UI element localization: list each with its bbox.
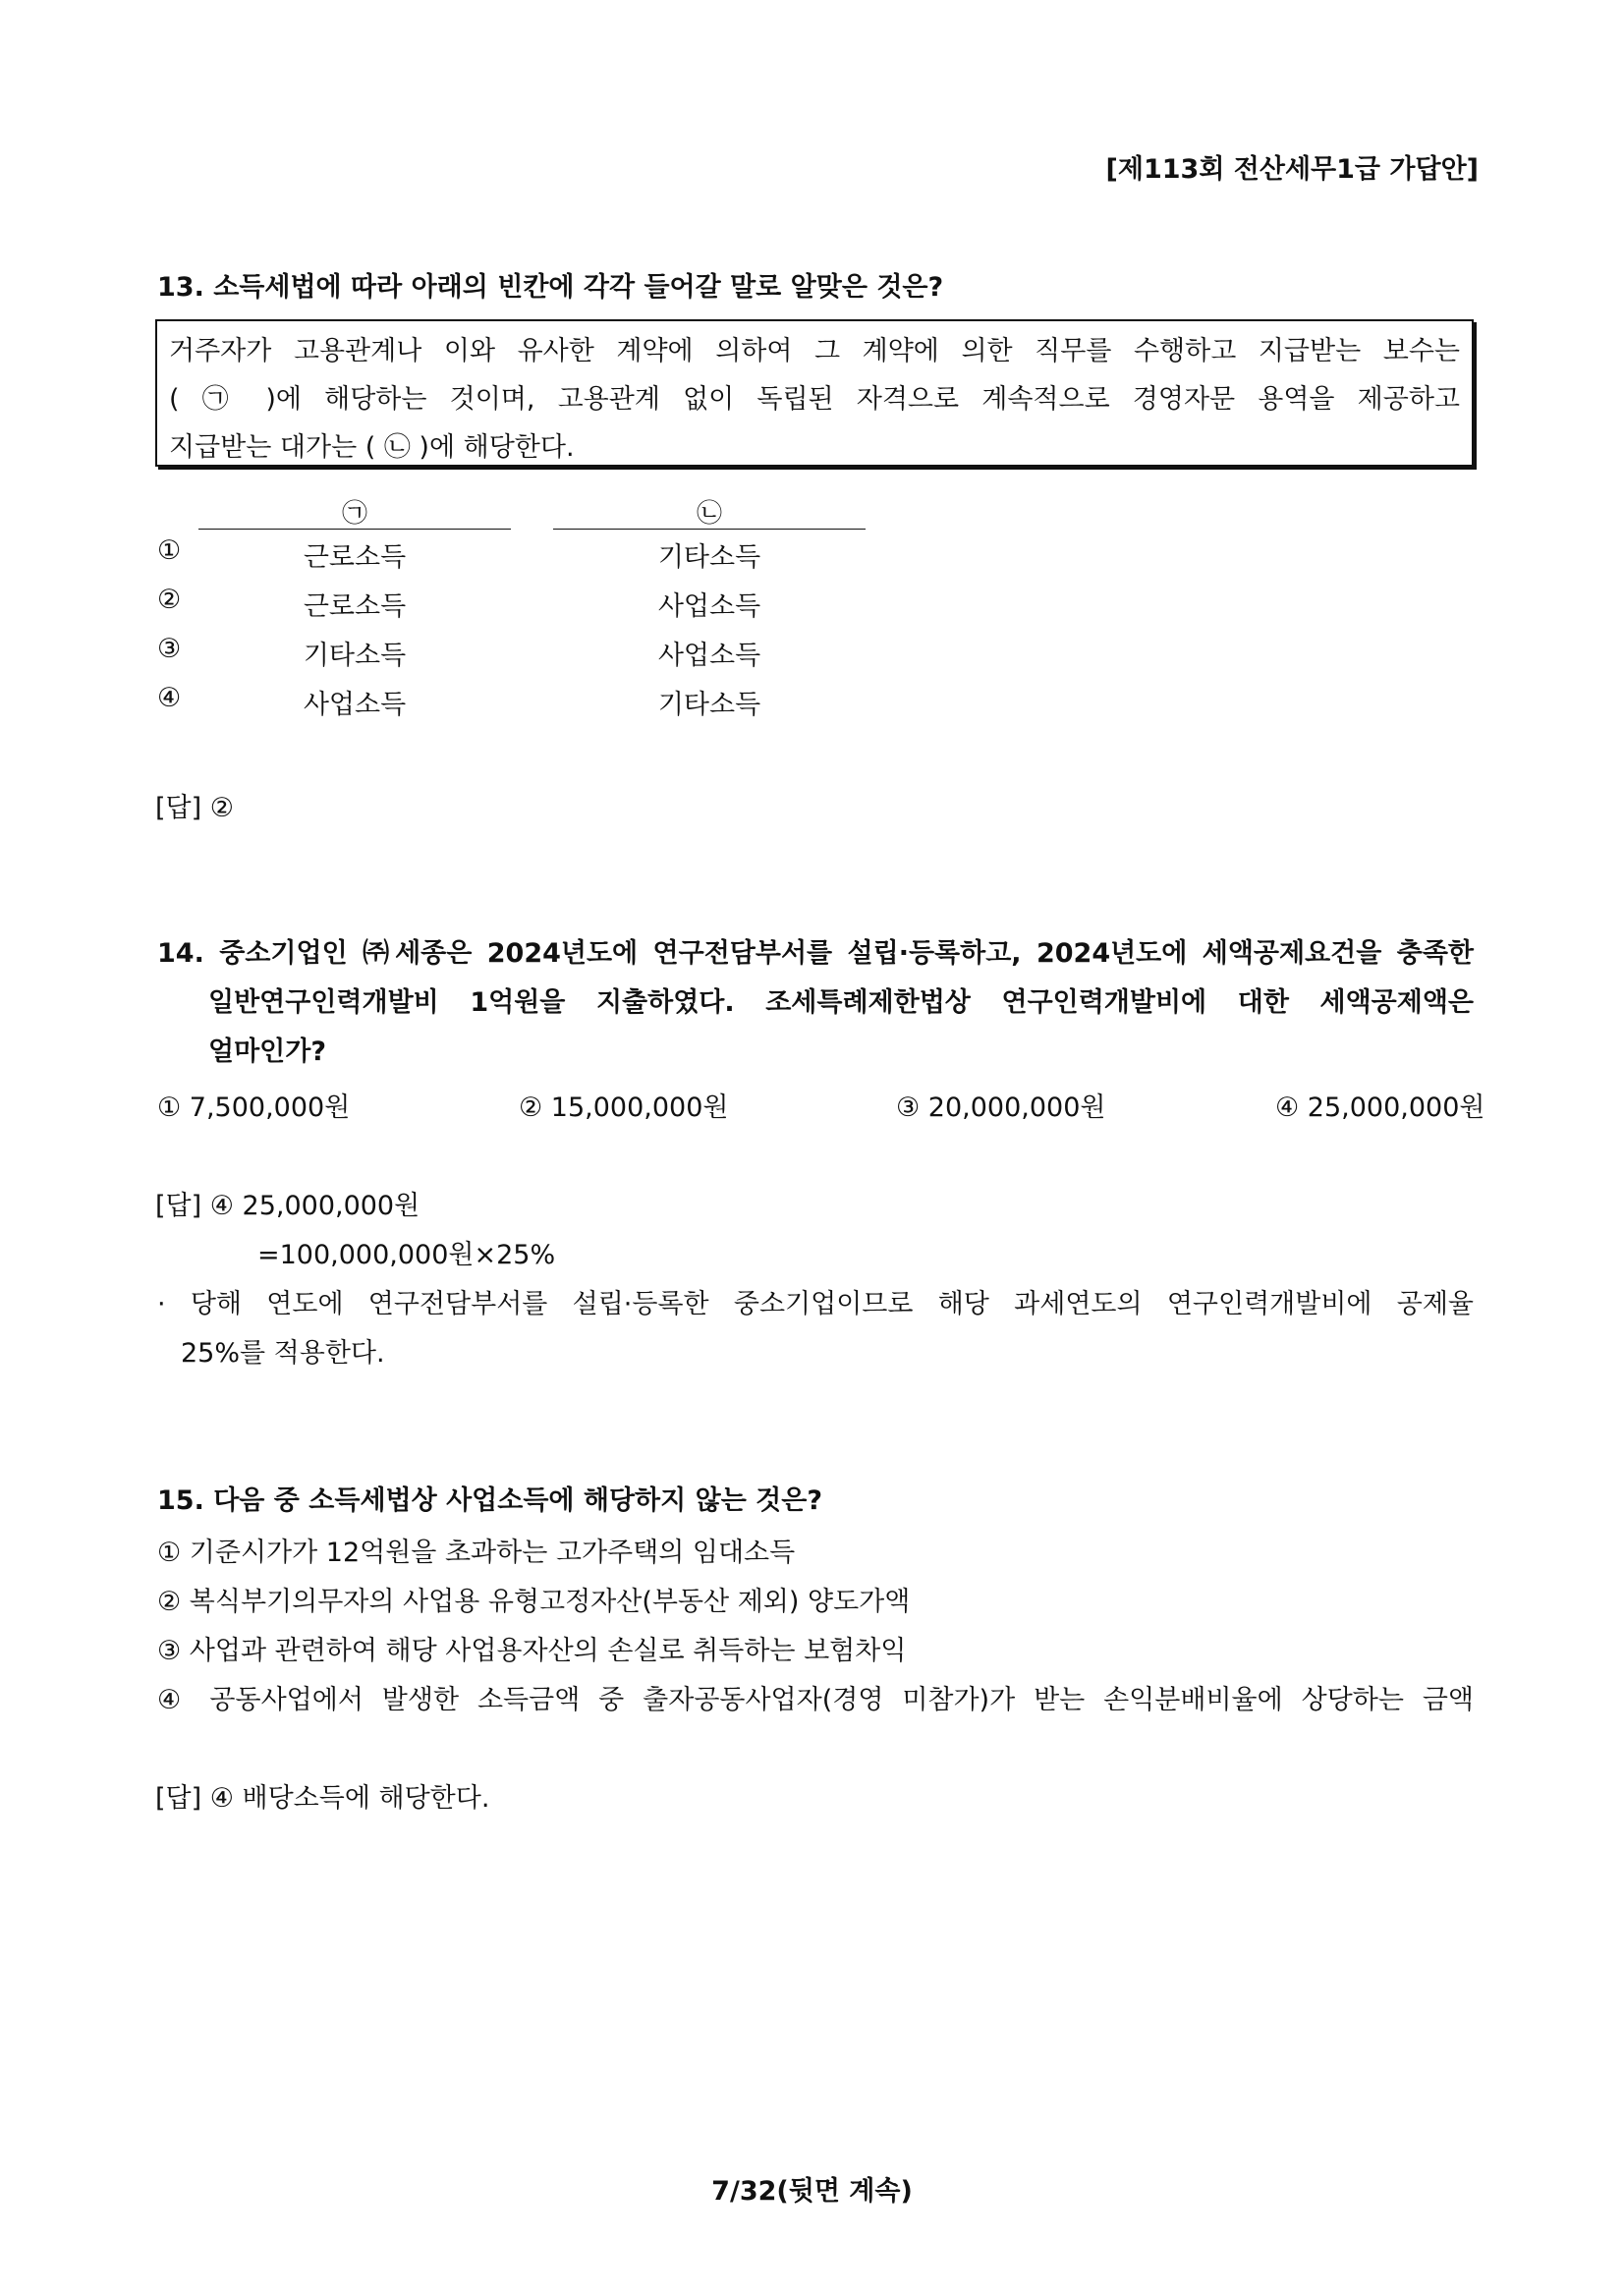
question-15-answer: [답] ④ 배당소득에 해당한다. — [155, 1783, 490, 1814]
option-cell-a: 기타소득 — [303, 641, 407, 671]
option-cell-a: 근로소득 — [303, 542, 407, 573]
question-13-title: 13. 소득세법에 따라 아래의 빈칸에 각각 들어갈 말로 알맞은 것은? — [157, 272, 944, 303]
question-15-option: ③ 사업과 관련하여 해당 사업용자산의 손실로 취득하는 보험차익 — [157, 1636, 907, 1666]
question-14-title: 14. 중소기업인 ㈜세종은 2024년도에 연구전담부서를 설립·등록하고, 2024년도에 세액공제요건을 충족한 — [157, 938, 1474, 969]
question-13-answer: [답] ② — [155, 793, 234, 823]
passage-line: 거주자가 고용관계나 이와 유사한 계약에 의하여 그 계약에 의한 직무를 수행하고 지급받는 보수는 — [169, 336, 1460, 366]
question-14-title-cont: 얼마인가? — [208, 1036, 326, 1067]
option-cell-b: 사업소득 — [657, 591, 761, 622]
option-cell-b: 사업소득 — [657, 641, 761, 671]
column-rule-b — [553, 529, 866, 530]
option-cell-b: 기타소득 — [657, 690, 761, 720]
page-header: [제113회 전산세무1급 가답안] — [1105, 154, 1479, 185]
question-14-option: ③ 20,000,000원 — [896, 1092, 1106, 1123]
page-footer: 7/32(뒷면 계속) — [711, 2176, 913, 2207]
column-header-a: ㉠ — [341, 499, 367, 529]
option-cell-a: 근로소득 — [303, 591, 407, 622]
question-15-option: ④ 공동사업에서 발생한 소득금액 중 출자공동사업자(경영 미참가)가 받는 손익분배비율에 상당하는 금액 — [157, 1685, 1474, 1715]
question-14-title-cont: 일반연구인력개발비 1억원을 지출하였다. 조세특례제한법상 연구인력개발비에 대한 세액공제액은 — [208, 987, 1474, 1018]
question-15-title: 15. 다음 중 소득세법상 사업소득에 해당하지 않는 것은? — [157, 1485, 823, 1516]
passage-line: ( ㉠ )에 해당하는 것이며, 고용관계 없이 독립된 자격으로 계속적으로 경영자문 용역을 제공하고 — [169, 384, 1460, 415]
passage-line: 지급받는 대가는 ( ㉡ )에 해당한다. — [169, 432, 575, 463]
option-number: ③ — [157, 634, 182, 664]
option-number: ① — [157, 535, 182, 566]
question-15-option: ② 복식부기의무자의 사업용 유형고정자산(부동산 제외) 양도가액 — [157, 1587, 911, 1617]
column-header-b: ㉡ — [696, 499, 722, 529]
question-14-option: ④ 25,000,000원 — [1275, 1092, 1485, 1123]
column-rule-a — [198, 529, 511, 530]
question-14-note: · 당해 연도에 연구전담부서를 설립·등록한 중소기업이므로 해당 과세연도의 연구인력개발비에 공제율 — [157, 1289, 1474, 1319]
question-14-option: ① 7,500,000원 — [157, 1092, 351, 1123]
option-cell-a: 사업소득 — [303, 690, 407, 720]
question-14-option: ② 15,000,000원 — [519, 1092, 729, 1123]
question-14-answer: [답] ④ 25,000,000원 — [155, 1191, 420, 1221]
option-cell-b: 기타소득 — [657, 542, 761, 573]
question-15-option: ① 기준시가가 12억원을 초과하는 고가주택의 임대소득 — [157, 1538, 796, 1568]
question-13-passage-box — [155, 319, 1474, 467]
option-number: ② — [157, 585, 182, 615]
question-14-calculation: =100,000,000원×25% — [257, 1240, 556, 1270]
option-number: ④ — [157, 683, 182, 713]
question-14-note-cont: 25%를 적용한다. — [181, 1338, 385, 1369]
